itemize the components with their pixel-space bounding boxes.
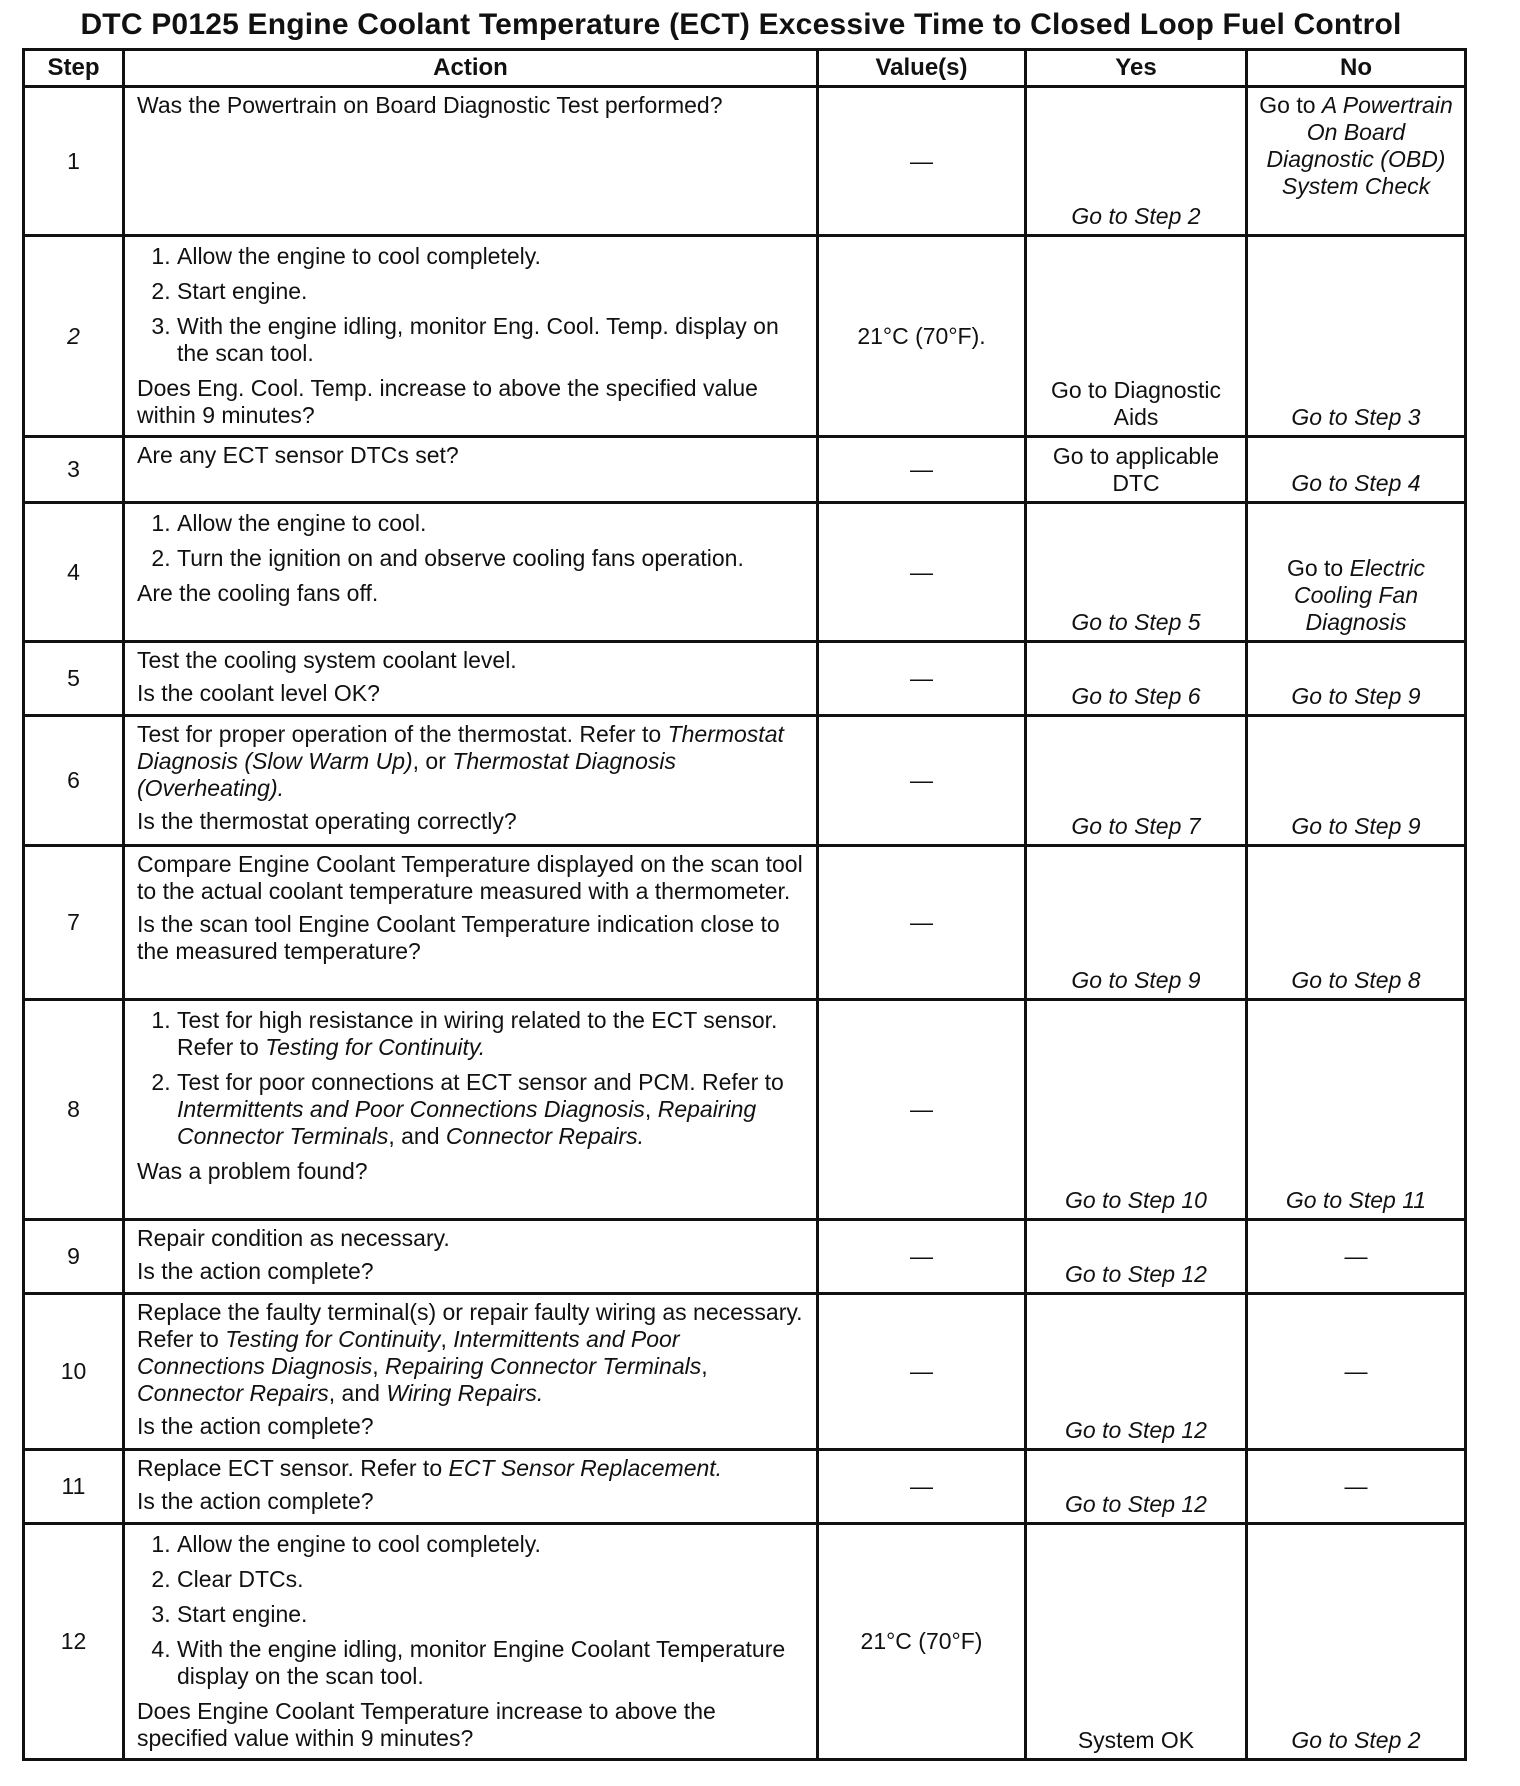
table-row (24, 437, 1466, 503)
header-yes: Yes (1026, 50, 1247, 87)
value-dash: — (910, 456, 933, 482)
reference-link: Connector Repairs (137, 1380, 329, 1406)
yes-cell: Go to Step 7 (1026, 716, 1247, 846)
step-number: 8 (24, 1000, 124, 1220)
action-text: Test the cooling system coolant level. (137, 647, 517, 673)
text-run: Test for high resistance in wiring related to the ECT sensor. Refer to (177, 1007, 778, 1060)
action-text: Compare Engine Coolant Temperature displayed on the scan tool to the actual coolant temperature measured with a thermometer. (137, 851, 803, 904)
action-text: Was the Powertrain on Board Diagnostic Test performed? (137, 92, 723, 118)
value-dash: — (910, 1243, 933, 1269)
reference-link: Repairing Connector Terminals (177, 1096, 757, 1149)
reference-link: ECT Sensor Replacement. (448, 1455, 723, 1481)
action-question: Are the cooling fans off. (137, 580, 379, 606)
yes-cell: Go to Step 12 (1026, 1220, 1247, 1294)
reference-link: Testing for Continuity (225, 1326, 441, 1352)
no-cell: Go to Step 2 (1247, 1524, 1466, 1760)
table-row (24, 236, 1466, 437)
no-cell: Go to Step 9 (1247, 642, 1466, 716)
value-dash: — (910, 909, 933, 935)
reference-link: Repairing Connector Terminals (385, 1353, 702, 1379)
step-number: 6 (24, 716, 124, 846)
action-question: Was a problem found? (137, 1158, 368, 1184)
action-list (137, 510, 806, 572)
step-number: 2 (24, 236, 124, 437)
yes-cell: Go to Step 12 (1026, 1450, 1247, 1524)
yes-cell: Go to applicable DTC (1026, 437, 1247, 503)
no-dash: — (1344, 1473, 1368, 1499)
no-dash: — (1344, 1243, 1368, 1269)
action-list (137, 1007, 806, 1150)
list-item: 3. Start engine. (177, 1601, 806, 1628)
action-question: Is the action complete? (137, 1258, 374, 1284)
yes-cell: Go to Step 6 (1026, 642, 1247, 716)
header-action: Action (124, 50, 818, 87)
list-item: 3. With the engine idling, monitor Eng. Cool. Temp. display on the scan tool. (177, 313, 806, 367)
reference-link: Testing for Continuity. (265, 1034, 486, 1060)
no-cell: Go to Step 9 (1247, 716, 1466, 846)
no-cell: Go to Step 11 (1247, 1000, 1466, 1220)
list-item: 1. Allow the engine to cool. (177, 510, 806, 537)
step-number: 4 (24, 503, 124, 642)
table-row (24, 87, 1466, 236)
yes-cell: Go to Step 10 (1026, 1000, 1247, 1220)
text-run: , (644, 1096, 658, 1122)
no-text-link: A Powertrain On Board Diagnostic (OBD) System Check (1266, 92, 1453, 199)
table-row (24, 1524, 1466, 1760)
value-cell (818, 1000, 1026, 1220)
list-item: 2. Start engine. (177, 278, 806, 305)
no-cell (1247, 1294, 1466, 1450)
reference-link: Wiring Repairs. (386, 1380, 544, 1406)
value-cell (818, 87, 1026, 236)
action-cell (124, 1524, 818, 1760)
action-question: Is the action complete? (137, 1488, 374, 1514)
action-cell (124, 1450, 818, 1524)
table-row (24, 642, 1466, 716)
action-text (137, 1299, 806, 1407)
table-row (24, 1220, 1466, 1294)
no-text-prefix: Go to (1259, 92, 1322, 118)
no-dash: — (1344, 1358, 1368, 1384)
list-item: 2. Turn the ignition on and observe cooling fans operation. (177, 545, 806, 572)
list-item (177, 1007, 806, 1061)
value-dash: — (910, 1473, 933, 1499)
step-number: 3 (24, 437, 124, 503)
reference-link: Connector Repairs. (445, 1123, 645, 1149)
reference-link: Thermostat Diagnosis (Overheating). (137, 748, 676, 801)
text-run: Replace the faulty terminal(s) or repair faulty wiring as necessary. Refer to (137, 1299, 803, 1352)
header-no: No (1247, 50, 1466, 87)
no-cell (1247, 503, 1466, 642)
value-cell (818, 1450, 1026, 1524)
table-header-row (24, 50, 1466, 87)
action-cell (124, 437, 818, 503)
action-cell (124, 1294, 818, 1450)
value-cell (818, 503, 1026, 642)
action-cell (124, 236, 818, 437)
table-row (24, 503, 1466, 642)
table-row (24, 1450, 1466, 1524)
action-text: Repair condition as necessary. (137, 1225, 450, 1251)
step-number: 1 (24, 87, 124, 236)
value-dash: — (910, 665, 933, 691)
action-question: Is the scan tool Engine Coolant Temperature indication close to the measured temperature? (137, 911, 780, 964)
step-number: 5 (24, 642, 124, 716)
list-item: 4. With the engine idling, monitor Engine Coolant Temperature display on the scan tool. (177, 1636, 806, 1690)
yes-cell (1026, 87, 1247, 236)
reference-link: Intermittents and Poor Connections Diagnosis (177, 1096, 645, 1122)
action-cell (124, 1220, 818, 1294)
table-row (24, 1000, 1466, 1220)
no-cell (1247, 1450, 1466, 1524)
text-run: , or (412, 748, 453, 774)
action-list (137, 243, 806, 367)
yes-cell: System OK (1026, 1524, 1247, 1760)
value-dash: — (910, 558, 933, 585)
yes-cell: Go to Step 12 (1026, 1294, 1247, 1450)
value-cell (818, 716, 1026, 846)
step-number: 10 (24, 1294, 124, 1450)
no-cell: Go to Step 8 (1247, 846, 1466, 1000)
action-question: Is the action complete? (137, 1413, 374, 1439)
action-list (137, 1531, 806, 1690)
value-cell (818, 1220, 1026, 1294)
table-row (24, 1294, 1466, 1450)
step-number: 7 (24, 846, 124, 1000)
header-step: Step (24, 50, 124, 87)
text-run: Replace ECT sensor. Refer to (137, 1455, 449, 1481)
step-number: 12 (24, 1524, 124, 1760)
value-cell (818, 437, 1026, 503)
value-cell (818, 1294, 1026, 1450)
text-run: , (372, 1353, 386, 1379)
action-cell (124, 642, 818, 716)
action-question: Is the coolant level OK? (137, 680, 380, 706)
table-row (24, 846, 1466, 1000)
list-item: 1. Allow the engine to cool completely. (177, 1531, 806, 1558)
list-item: 2. Clear DTCs. (177, 1566, 806, 1593)
value-dash: — (910, 147, 933, 174)
no-cell: Go to Step 4 (1247, 437, 1466, 503)
value-dash: — (910, 1358, 933, 1384)
action-text: Are any ECT sensor DTCs set? (137, 442, 459, 468)
action-cell (124, 1000, 818, 1220)
reference-link: Thermostat Diagnosis (Slow Warm Up) (137, 721, 784, 774)
no-text-link: Electric Cooling Fan Diagnosis (1293, 555, 1426, 635)
yes-cell: Go to Step 9 (1026, 846, 1247, 1000)
text-run: Test for poor connections at ECT sensor and PCM. Refer to (177, 1069, 784, 1095)
no-cell (1247, 1220, 1466, 1294)
header-values: Value(s) (818, 50, 1026, 87)
no-cell (1247, 87, 1466, 236)
text-run: , and (328, 1380, 387, 1406)
step-number: 9 (24, 1220, 124, 1294)
action-cell (124, 87, 818, 236)
text-run: , and (388, 1123, 446, 1149)
list-item (177, 1069, 806, 1150)
yes-cell: Go to Diagnostic Aids (1026, 236, 1247, 437)
yes-cell: Go to Step 5 (1026, 503, 1247, 642)
yes-text: Go to Step 2 (1071, 203, 1201, 229)
page-title: DTC P0125 Engine Coolant Temperature (ECT) Excessive Time to Closed Loop Fuel Control (80, 8, 1402, 41)
action-text (137, 721, 806, 802)
value-cell (818, 642, 1026, 716)
value-cell: 21°C (70°F) (818, 1524, 1026, 1760)
no-text-prefix: Go to (1286, 555, 1350, 581)
value-dash: — (910, 1096, 933, 1122)
action-cell (124, 846, 818, 1000)
step-number: 11 (24, 1450, 124, 1524)
action-cell (124, 503, 818, 642)
value-cell: 21°C (70°F). (818, 236, 1026, 437)
value-dash: — (910, 767, 933, 793)
text-run: Test for proper operation of the thermostat. Refer to (137, 721, 668, 747)
action-question: Does Eng. Cool. Temp. increase to above the specified value within 9 minutes? (137, 375, 758, 428)
action-text (137, 1455, 806, 1482)
no-cell: Go to Step 3 (1247, 236, 1466, 437)
text-run: , (701, 1353, 708, 1379)
table-row (24, 716, 1466, 846)
action-question: Does Engine Coolant Temperature increase to above the specified value within 9 minutes? (137, 1698, 716, 1751)
action-cell (124, 716, 818, 846)
value-cell (818, 846, 1026, 1000)
reference-link: Intermittents and Poor Connections Diagnosis (137, 1326, 680, 1379)
action-question: Is the thermostat operating correctly? (137, 808, 517, 834)
text-run: , (440, 1326, 454, 1352)
diagnostic-table (22, 48, 1467, 1761)
list-item: 1. Allow the engine to cool completely. (177, 243, 806, 270)
